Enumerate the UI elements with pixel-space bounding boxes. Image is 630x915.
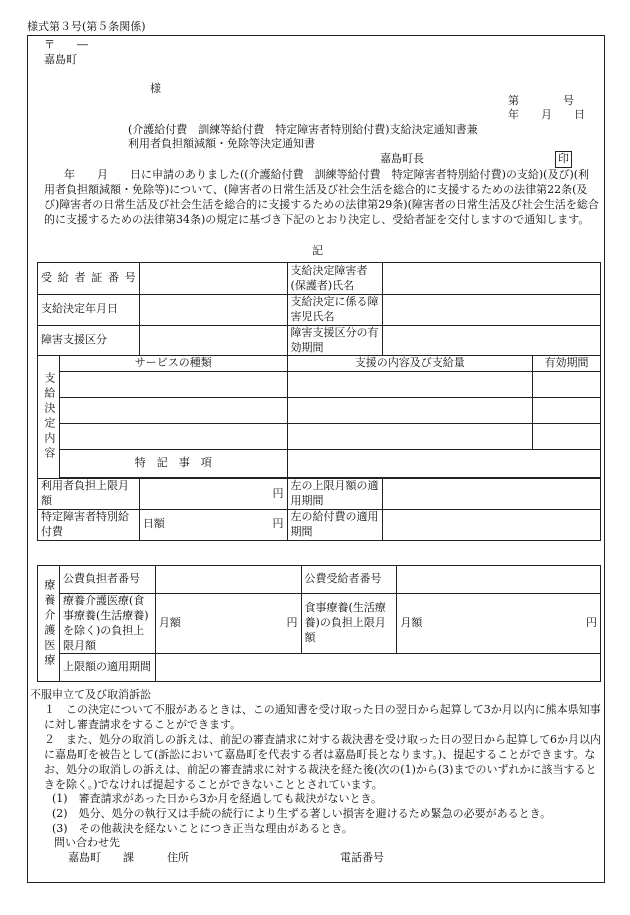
service-row[interactable]	[59, 398, 287, 424]
meal-cap-value[interactable]	[397, 594, 601, 654]
period-cell[interactable]	[533, 372, 601, 398]
recipient-sama: 様	[150, 82, 161, 95]
child-name-value[interactable]	[383, 295, 601, 326]
amount-cell[interactable]	[287, 424, 533, 450]
medical-care-label: 療養介護医療	[38, 566, 60, 682]
contact-town: 嘉島町 課 住所	[68, 851, 189, 864]
form-number: 様式第３号(第５条関係)	[27, 20, 146, 33]
benefit-period-label: 左の給付費の適用期間	[287, 510, 383, 541]
service-type-header: サービスの種類	[59, 356, 287, 372]
address-town: 嘉島町	[44, 53, 77, 66]
support-category-label: 障害支援区分	[38, 325, 140, 356]
support-category-value[interactable]	[139, 325, 287, 356]
guardian-name-value[interactable]	[383, 263, 601, 295]
period-cell[interactable]	[533, 398, 601, 424]
benefit-period-value[interactable]	[383, 510, 601, 541]
condition-3: (3) その他裁決を経ないことにつき正当な理由があるとき。	[52, 822, 353, 835]
service-row[interactable]	[59, 372, 287, 398]
recipient-no-label: 受給者証番号	[38, 263, 140, 295]
appeal-heading: 不服申立て及び取消訴訟	[30, 688, 151, 701]
ki-label: 記	[312, 244, 323, 257]
support-amount-header: 支援の内容及び支給量	[287, 356, 533, 372]
service-row[interactable]	[59, 424, 287, 450]
decision-date-value[interactable]	[139, 295, 287, 326]
public-recipient-no-cells[interactable]	[397, 566, 601, 594]
user-burden-cap-yen[interactable]: 円	[139, 479, 287, 510]
decision-date-label: 支給決定年月日	[38, 295, 140, 326]
decision-content-label: 支給決定内容	[38, 356, 60, 479]
appeal-item-1: １ この決定について不服があるときは、この通知書を受け取った日の翌日から起算して3か月以内に熊本県知事に対し審査請求をすることができます。	[44, 703, 601, 731]
condition-2: (2) 処分、処分の執行又は手続の続行により生ずる著しい損害を避けるため緊急の必要があるとき。	[52, 807, 552, 820]
cap-period-label: 左の上限月額の適用期間	[287, 479, 383, 510]
medical-monthly-label: 月額	[158, 616, 181, 630]
amount-cell[interactable]	[287, 398, 533, 424]
medical-cap-period-label: 上限額の適用期間	[59, 654, 155, 682]
support-category-period-value[interactable]	[383, 325, 601, 356]
seal-mark: 印	[555, 151, 572, 168]
appeal-item-2: ２ また、処分の取消しの訴えは、前記の審査請求に対する裁決書を受け取った日の翌日から起算して6か月以内に嘉島町を被告として(訴訟において嘉島町を代表する者は嘉島町長となります。)、提起することができます。なお、処分の取消しの訴えは、前記の審査請求に対する裁決を経た後(次の(1)から(3)までのいずれかに該当するときを除く。)でなければ提起することができないこととされています。	[44, 733, 601, 791]
medical-yen: 円	[286, 616, 298, 630]
public-payer-no-label: 公費負担者番号	[59, 566, 155, 594]
special-notes-value[interactable]	[287, 450, 600, 478]
special-benefit-label: 特定障害者特別給付費	[38, 510, 140, 541]
valid-period-header: 有効期間	[533, 356, 601, 372]
issuer	[380, 151, 572, 168]
body-text: 年 月 日に申請のありました((介護給付費 訓練等給付費 特定障害者特別給付費)の支給)(及び)(利用者負担額減額・免除等)について、(障害者の日常生活及び社会生活を総合的に支援するための法律第22条(及び)障害者の日常生活及び社会生活を総合的に支援するための法律第29条)(障害者の日常生活及び社会生活を総合的に支援するための法律第34条)の規定に基づき下記のとおり決定し、受給者証を交付しますので通知します。	[44, 168, 599, 226]
inquiry-label: 問い合わせ先	[54, 836, 120, 849]
issuer-name: 嘉島町長	[380, 152, 424, 165]
recipient-no-cells[interactable]	[139, 263, 287, 295]
contact-phone: 電話番号	[340, 851, 384, 864]
child-name-label: 支給決定に係る障害児氏名	[287, 295, 383, 326]
notice-title-line2: 利用者負担額減額・免除等決定通知書	[128, 137, 315, 150]
public-recipient-no-label: 公費受給者番号	[301, 566, 397, 594]
special-benefit-value[interactable]	[139, 510, 287, 541]
amount-cell[interactable]	[287, 372, 533, 398]
meal-yen: 円	[586, 616, 597, 630]
period-cell[interactable]	[533, 424, 601, 450]
notice-title-line1: (介護給付費 訓練等給付費 特定障害者特別給付費)支給決定通知書兼	[128, 123, 478, 136]
medical-care-table	[37, 565, 601, 682]
doc-number-label: 第 号	[508, 94, 574, 107]
support-category-period-label: 障害支援区分の有効期間	[287, 325, 383, 356]
user-burden-cap-label: 利用者負担上限月額	[38, 479, 140, 510]
special-benefit-yen: 円	[272, 517, 284, 531]
daily-amount-label: 日額	[142, 517, 165, 531]
postal-mark: 〒 ―	[44, 38, 88, 51]
decision-table	[37, 262, 601, 541]
public-payer-no-cells[interactable]	[155, 566, 301, 594]
special-notes-label: 特 記 事 項	[59, 450, 287, 478]
medical-burden-cap-value[interactable]	[155, 594, 301, 654]
condition-1: (1) 審査請求があった日から3か月を経過しても裁決がないとき。	[52, 792, 383, 805]
guardian-name-label: 支給決定障害者(保護者)氏名	[287, 263, 383, 295]
date-label: 年 月 日	[508, 108, 585, 121]
medical-burden-cap-label: 療養介護医療(食事療養(生活療養)を除く)の負担上限月額	[59, 594, 155, 654]
cap-period-value[interactable]	[383, 479, 601, 510]
meal-cap-label: 食事療養(生活療養)の負担上限月額	[301, 594, 397, 654]
medical-cap-period-value[interactable]	[155, 654, 600, 682]
meal-monthly-label: 月額	[400, 616, 423, 630]
